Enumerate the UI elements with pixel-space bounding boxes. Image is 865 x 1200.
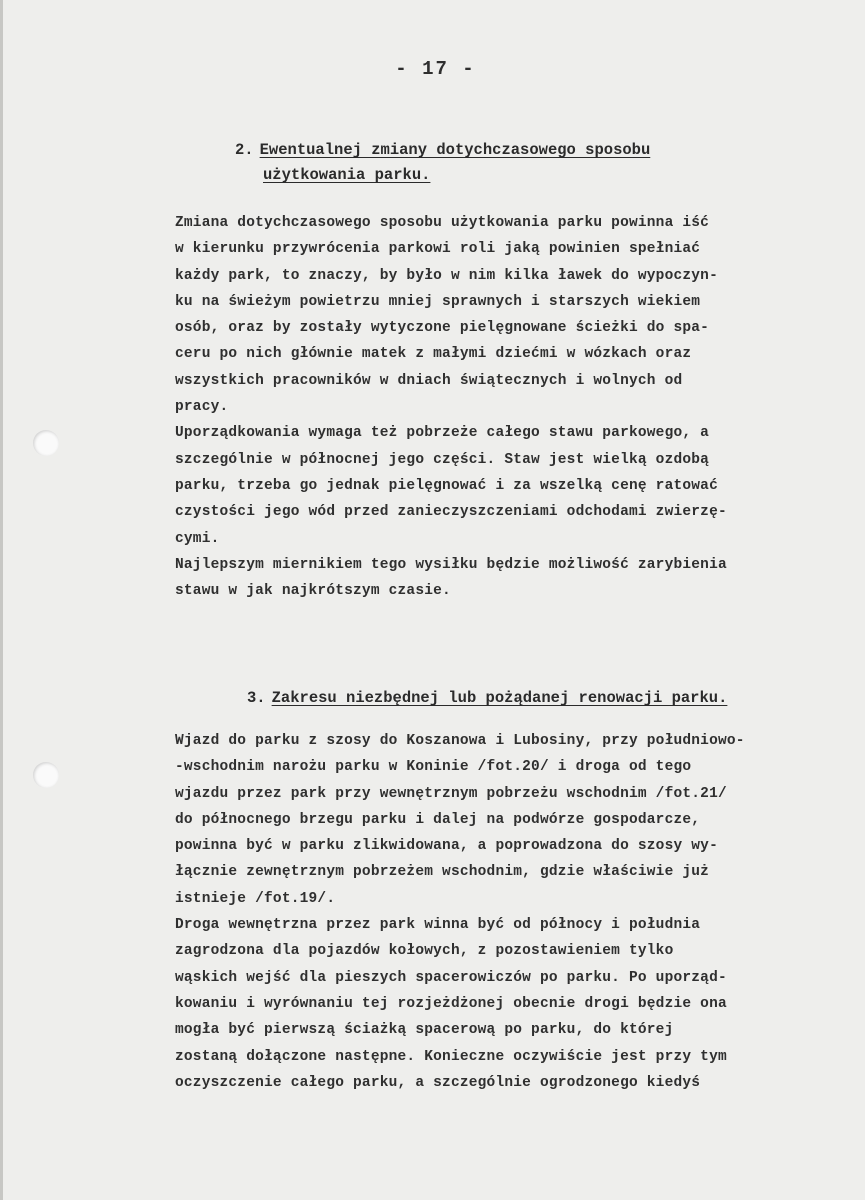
section-2-title-line-1: Ewentualnej zmiany dotychczasowego sposobu	[259, 141, 651, 159]
section-3-heading	[247, 686, 727, 711]
text-line: Droga wewnętrzna przez park winna być od północy i południa	[175, 917, 701, 934]
section-2-title-line-2: użytkowania parku.	[263, 166, 431, 184]
section-3-body	[175, 728, 843, 1096]
page-number: - 17 -	[395, 58, 476, 80]
text-line: szczególnie w północnej jego części. Staw jest wielką ozdobą	[175, 451, 710, 468]
text-line: ceru po nich głównie matek z małymi dziećmi w wózkach oraz	[175, 346, 692, 363]
text-line: osób, oraz by zostały wytyczone pielęgnowane ścieżki do spa-	[175, 320, 710, 337]
section-2-number: 2.	[235, 141, 254, 159]
text-line: wąskich wejść dla pieszych spacerowiczów po parku. Po uporząd-	[175, 969, 727, 986]
text-line: wjazdu przez park przy wewnętrznym pobrzeżu wschodnim /fot.21/	[175, 785, 727, 802]
text-line: Zmiana dotychczasowego sposobu użytkowania parku powinna iść	[175, 215, 710, 231]
text-line: ku na świeżym powietrzu mniej sprawnych i starszych wiekiem	[175, 293, 701, 310]
text-line: Najlepszym miernikiem tego wysiłku będzie możliwość zarybienia	[175, 556, 727, 573]
punch-hole	[33, 762, 59, 788]
text-line: istnieje /fot.19/.	[175, 890, 336, 907]
punch-hole	[33, 430, 59, 456]
text-line: stawu w jak najkrótszym czasie.	[175, 583, 451, 600]
text-line: cymi.	[175, 530, 220, 547]
text-line: czystości jego wód przed zanieczyszczeniami odchodami zwierzę-	[175, 504, 727, 521]
text-line: pracy.	[175, 399, 229, 416]
section-3-number: 3.	[247, 689, 266, 707]
text-line: -wschodnim narożu parku w Koninie /fot.20/ i droga od tego	[175, 759, 692, 776]
text-line: Uporządkowania wymaga też pobrzeże całego stawu parkowego, a	[175, 425, 710, 442]
text-line: kowaniu i wyrównaniu tej rozjeżdżonej obecnie drogi będzie ona	[175, 995, 727, 1012]
text-line: parku, trzeba go jednak pielęgnować i za wszelką cenę ratować	[175, 477, 718, 494]
text-line: oczyszczenie całego parku, a szczególnie ogrodzonego kiedyś	[175, 1074, 701, 1091]
text-line: zostaną dołączone następne. Konieczne oczywiście jest przy tym	[175, 1048, 727, 1065]
section-2-body	[175, 210, 843, 604]
text-line: do północnego brzegu parku i dalej na podwórze gospodarcze,	[175, 811, 701, 828]
text-line: powinna być w parku zlikwidowana, a poprowadzona do szosy wy-	[175, 838, 718, 855]
text-line: wszystkich pracowników w dniach świątecznych i wolnych od	[175, 372, 683, 389]
text-line: Wjazd do parku z szosy do Koszanowa i Lubosiny, przy południowo-	[175, 733, 745, 749]
text-line: każdy park, to znaczy, by było w nim kilka ławek do wypoczyn-	[175, 267, 718, 284]
section-3-title: Zakresu niezbędnej lub pożądanej renowacji parku.	[271, 689, 728, 707]
text-line: zagrodzona dla pojazdów kołowych, z pozostawieniem tylko	[175, 943, 674, 960]
section-2-heading	[235, 138, 650, 188]
text-line: łącznie zewnętrznym pobrzeżem wschodnim, gdzie właściwie już	[175, 864, 710, 881]
text-line: w kierunku przywrócenia parkowi roli jaką powinien spełniać	[175, 241, 701, 258]
text-line: mogła być pierwszą ściażką spacerową po parku, do której	[175, 1022, 674, 1039]
